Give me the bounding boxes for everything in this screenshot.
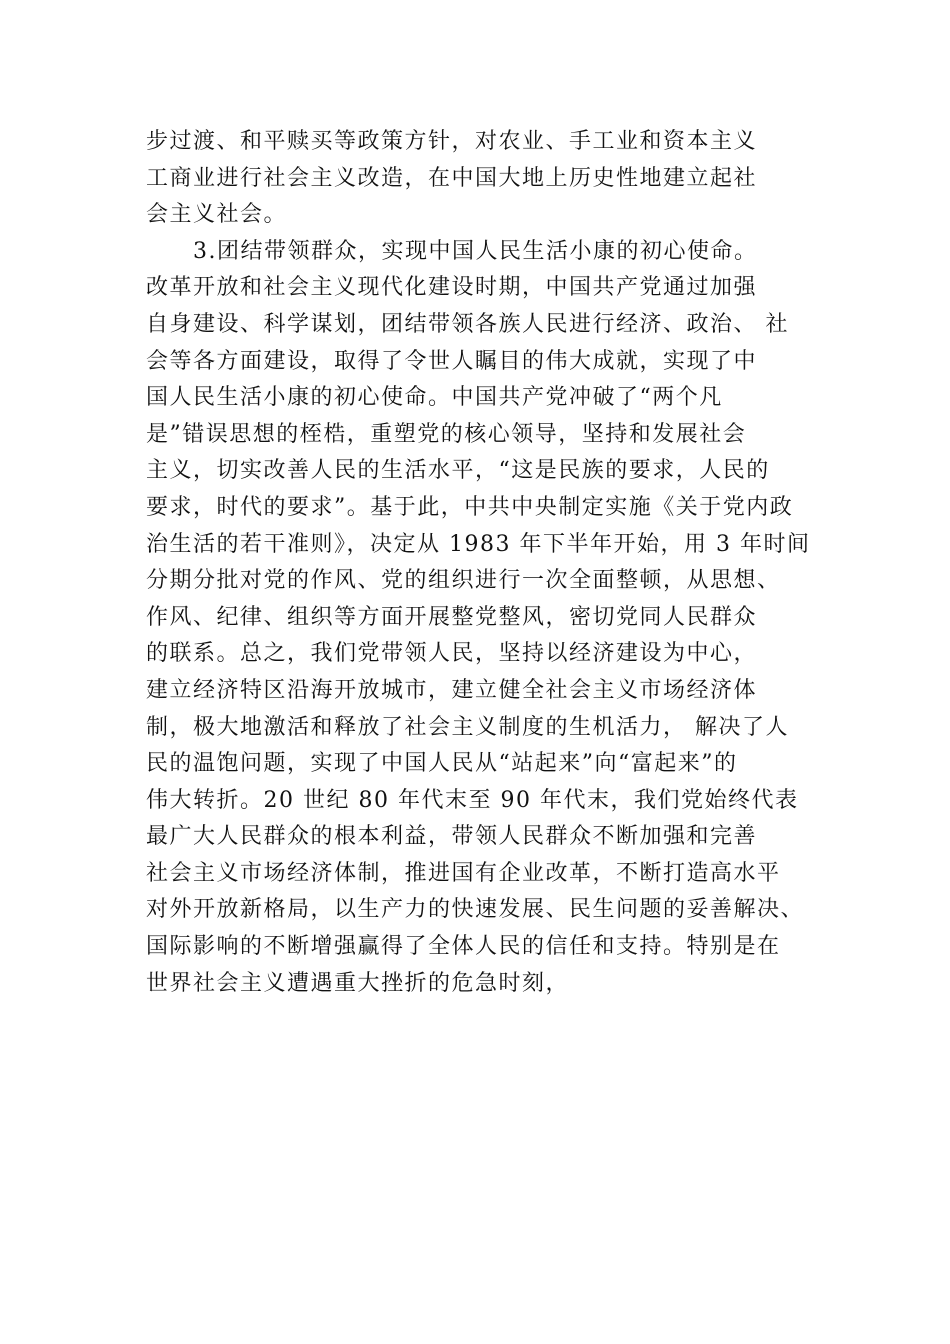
text-line: 国人民生活小康的初心使命。中国共产党冲破了“两个凡 [146, 385, 723, 411]
text-line: 会主义社会。 [146, 202, 288, 228]
text-line: 国际影响的不断增强赢得了全体人民的信任和支持。特别是在 [146, 934, 781, 960]
text-line: 治生活的若干准则》，决定从 1983 年下半年开始，用 3 年时间 [146, 531, 811, 557]
text-line: 的联系。总之，我们党带领人民，坚持以经济建设为中心， [146, 641, 758, 667]
text-line: 民的温饱问题，实现了中国人民从“站起来”向“富起来”的 [146, 751, 738, 777]
section-heading-line: 3.团结带领群众，实现中国人民生活小康的初心使命。 [146, 238, 758, 264]
text-line: 改革开放和社会主义现代化建设时期，中国共产党通过加强 [146, 275, 758, 301]
text-line: 伟大转折。20 世纪 80 年代末至 90 年代末，我们党始终代表 [146, 787, 799, 813]
text-line: 社会主义市场经济体制，推进国有企业改革，不断打造高水平 [146, 860, 781, 886]
text-line: 步过渡、和平赎买等政策方针，对农业、手工业和资本主义 [146, 129, 758, 154]
text-line: 是”错误思想的桎梏，重塑党的核心领导，坚持和发展社会 [146, 421, 747, 447]
text-line: 制，极大地激活和释放了社会主义制度的生机活力， 解决了人 [146, 714, 789, 740]
text-line: 分期分批对党的作风、党的组织进行一次全面整顿，从思想、 [146, 568, 781, 594]
text-line: 会等各方面建设，取得了令世人瞩目的伟大成就，实现了中 [146, 348, 758, 374]
text-line: 自身建设、科学谋划，团结带领各族人民进行经济、政治、 社 [146, 311, 789, 337]
text-line: 建立经济特区沿海开放城市，建立健全社会主义市场经济体 [146, 677, 758, 703]
text-line: 作风、纪律、组织等方面开展整党整风，密切党同人民群众 [146, 604, 758, 630]
text-line: 对外开放新格局，以生产力的快速发展、民生问题的妥善解决、 [146, 897, 805, 923]
text-line: 要求，时代的要求”。基于此，中共中央制定实施《关于党内政 [146, 494, 794, 520]
text-line: 主义，切实改善人民的生活水平，“这是民族的要求，人民的 [146, 458, 770, 484]
text-line: 最广大人民群众的根本利益，带领人民群众不断加强和完善 [146, 824, 758, 850]
body-text [146, 124, 846, 1002]
text-line: 世界社会主义遭遇重大挫折的危急时刻， [146, 970, 570, 996]
text-line: 工商业进行社会主义改造，在中国大地上历史性地建立起社 [146, 165, 758, 191]
